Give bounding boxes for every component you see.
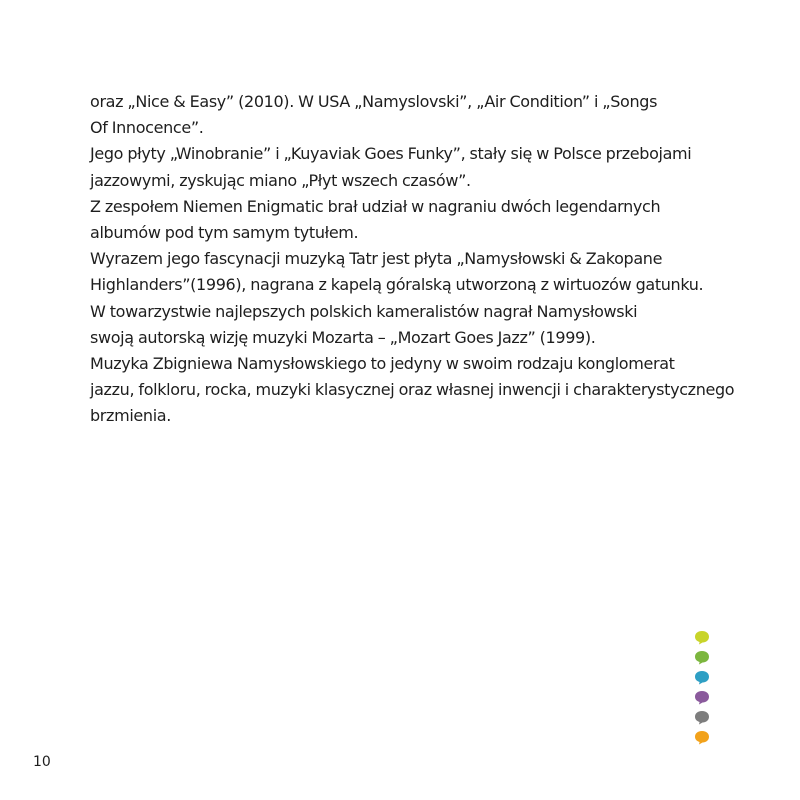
body-text <box>90 89 770 430</box>
text-line: Wyrazem jego fascynacji muzyką Tatr jest płyta „Namysłowski & Zakopane <box>90 249 663 269</box>
text-line: albumów pod tym samym tytułem. <box>90 223 359 243</box>
text-line: swoją autorską wizję muzyki Mozarta – „Mozart Goes Jazz” (1999). <box>90 327 596 347</box>
speech-bubble-icon <box>694 650 710 665</box>
speech-bubble-icon <box>694 690 710 705</box>
text-line: jazzu, folkloru, rocka, muzyki klasycznej oraz własnej inwencji i charakterystycznego <box>90 380 735 400</box>
text-line: Muzyka Zbigniewa Namysłowskiego to jedyny w swoim rodzaju konglomerat <box>90 354 675 374</box>
speech-bubble-icon <box>694 630 710 645</box>
page-number: 10 <box>33 754 51 770</box>
text-line: jazzowymi, zyskując miano „Płyt wszech czasów”. <box>90 170 471 190</box>
speech-bubble-icon <box>694 710 710 725</box>
speech-bubble-icon <box>694 730 710 745</box>
text-line: Jego płyty „Winobranie” i „Kuyaviak Goes Funky”, stały się w Polsce przebojami <box>90 144 692 164</box>
text-line: brzmienia. <box>90 406 171 426</box>
text-line: Of Innocence”. <box>90 118 204 138</box>
text-line: Highlanders”(1996), nagrana z kapelą góralską utworzoną z wirtuozów gatunku. <box>90 275 704 295</box>
speech-bubble-icon <box>694 670 710 685</box>
text-line: Z zespołem Niemen Enigmatic brał udział w nagraniu dwóch legendarnych <box>90 196 661 216</box>
text-line: oraz „Nice & Easy” (2010). W USA „Namyslovski”, „Air Condition” i „Songs <box>90 92 658 111</box>
text-line: W towarzystwie najlepszych polskich kameralistów nagrał Namysłowski <box>90 301 638 321</box>
